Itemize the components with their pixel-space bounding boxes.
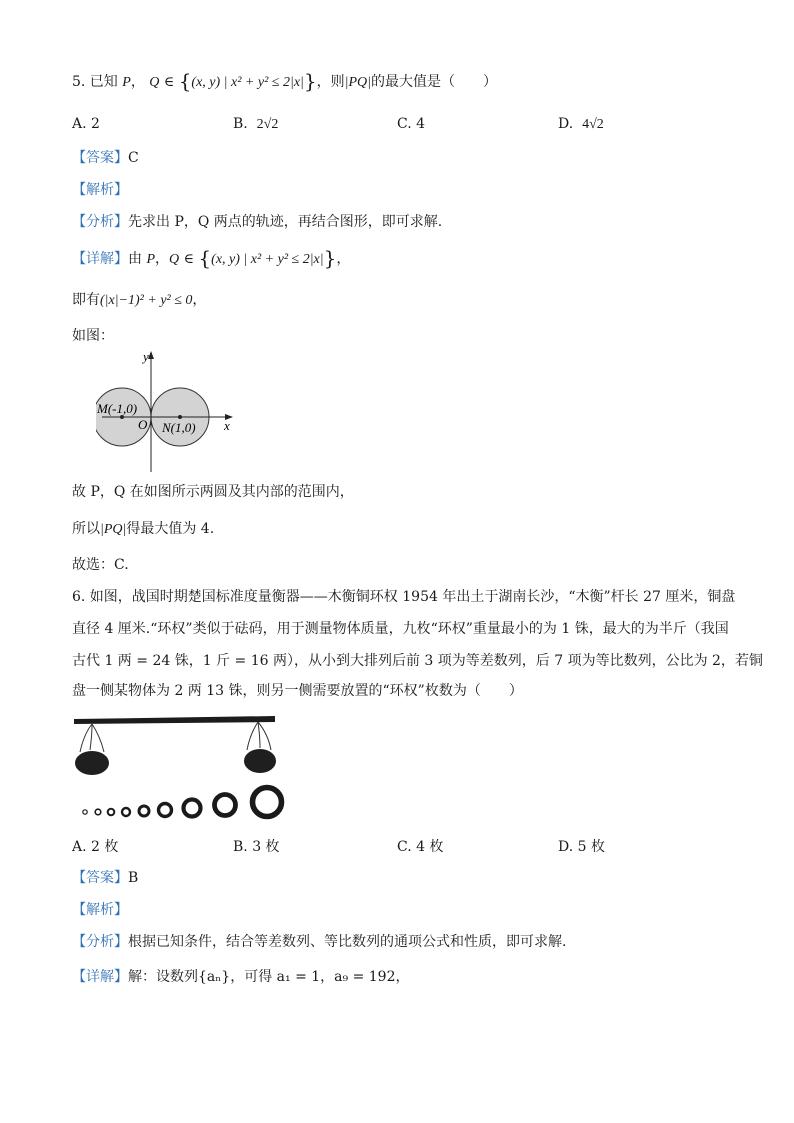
q6-stem-line-4: 盘一侧某物体为 2 两 13 铢，则另一侧需要放置的“环权”枚数为（ ） bbox=[72, 683, 523, 699]
q5-option-b: B. 2√2 bbox=[233, 116, 279, 132]
q6-option-b: B. 3 枚 bbox=[233, 839, 280, 855]
q6-stem-line-2: 直径 4 厘米.“环权”类似于砝码，用于测量物体质量，九枚“环权”重量最小的为 1 铢，最大的为半斤（我国 bbox=[72, 621, 729, 637]
q6-xiangjie: 【详解】解：设数列{aₙ}，可得 a₁ = 1，a₉ = 192， bbox=[72, 969, 410, 985]
q6-answer: 【答案】B bbox=[72, 870, 139, 886]
n-label: N(1,0) bbox=[162, 420, 196, 435]
ring-weights bbox=[83, 788, 282, 817]
ring-7 bbox=[184, 800, 201, 817]
q5-gu: 故 P，Q 在如图所示两圆及其内部的范围内， bbox=[72, 484, 354, 500]
ring-2 bbox=[95, 809, 101, 815]
q5-option-a: A. 2 bbox=[72, 116, 100, 132]
y-axis-label: y bbox=[143, 349, 149, 364]
left-pan bbox=[75, 751, 109, 775]
ring-4 bbox=[122, 808, 130, 816]
left-strings bbox=[80, 724, 104, 752]
ring-3 bbox=[108, 809, 115, 816]
ring-6 bbox=[159, 804, 172, 817]
q5-analysis-heading: 【解析】 bbox=[72, 182, 128, 198]
q5-answer: 【答案】C bbox=[72, 150, 139, 166]
q5-jiyou: 即有(|x|−1)² + y² ≤ 0， bbox=[72, 292, 207, 308]
q6-option-c: C. 4 枚 bbox=[397, 839, 444, 855]
q6-analysis-heading: 【解析】 bbox=[72, 902, 128, 918]
balance-and-rings-illustration bbox=[70, 712, 285, 824]
two-circles-diagram bbox=[96, 348, 246, 476]
q5-suoyi: 所以|PQ|得最大值为 4. bbox=[72, 521, 215, 537]
m-label: M(-1,0) bbox=[97, 401, 138, 416]
ring-8 bbox=[215, 795, 236, 816]
ring-5 bbox=[139, 806, 149, 816]
q6-fenxi: 【分析】根据已知条件，结合等差数列、等比数列的通项公式和性质，即可求解. bbox=[72, 934, 567, 950]
q5-rutu: 如图： bbox=[72, 328, 114, 344]
right-pan bbox=[244, 749, 276, 773]
q5-stem: 5. 已知 P， Q ∈ {(x, y) | x² + y² ≤ 2|x|}，则|PQ|的最大值是（ ） bbox=[72, 69, 497, 93]
x-axis-label: x bbox=[224, 418, 230, 433]
q5-number: 5. 已知 bbox=[72, 74, 118, 90]
q6-option-d: D. 5 枚 bbox=[558, 839, 605, 855]
ring-9 bbox=[253, 788, 282, 817]
ring-1 bbox=[83, 810, 87, 814]
q6-stem-line-1: 6. 如图，战国时期楚国标准度量衡器——木衡铜环权 1954 年出土于湖南长沙，“木衡”杆长 27 厘米，铜盘 bbox=[72, 589, 736, 605]
origin-label: O bbox=[138, 417, 148, 432]
balance-beam bbox=[74, 716, 275, 724]
q5-xiangjie: 【详解】由 P，Q ∈ {(x, y) | x² + y² ≤ 2|x|}， bbox=[72, 246, 351, 270]
q5-option-d: D. 4√2 bbox=[558, 116, 604, 132]
q6-option-a: A. 2 枚 bbox=[72, 839, 119, 855]
right-strings bbox=[247, 722, 271, 750]
q5-set-expression: (x, y) | x² + y² ≤ 2|x| bbox=[191, 75, 304, 90]
q5-fenxi: 【分析】先求出 P，Q 两点的轨迹，再结合图形，即可求解. bbox=[72, 214, 443, 230]
q5-option-c: C. 4 bbox=[397, 116, 426, 132]
y-axis-arrow bbox=[148, 351, 154, 359]
point-n bbox=[178, 415, 182, 419]
q5-guxuan: 故选：C. bbox=[72, 557, 129, 573]
q6-stem-line-3: 古代 1 两 = 24 铢，1 斤 = 16 两），从小到大排列后前 3 项为等差数列，后 7 项为等比数列，公比为 2，若铜 bbox=[72, 653, 763, 669]
